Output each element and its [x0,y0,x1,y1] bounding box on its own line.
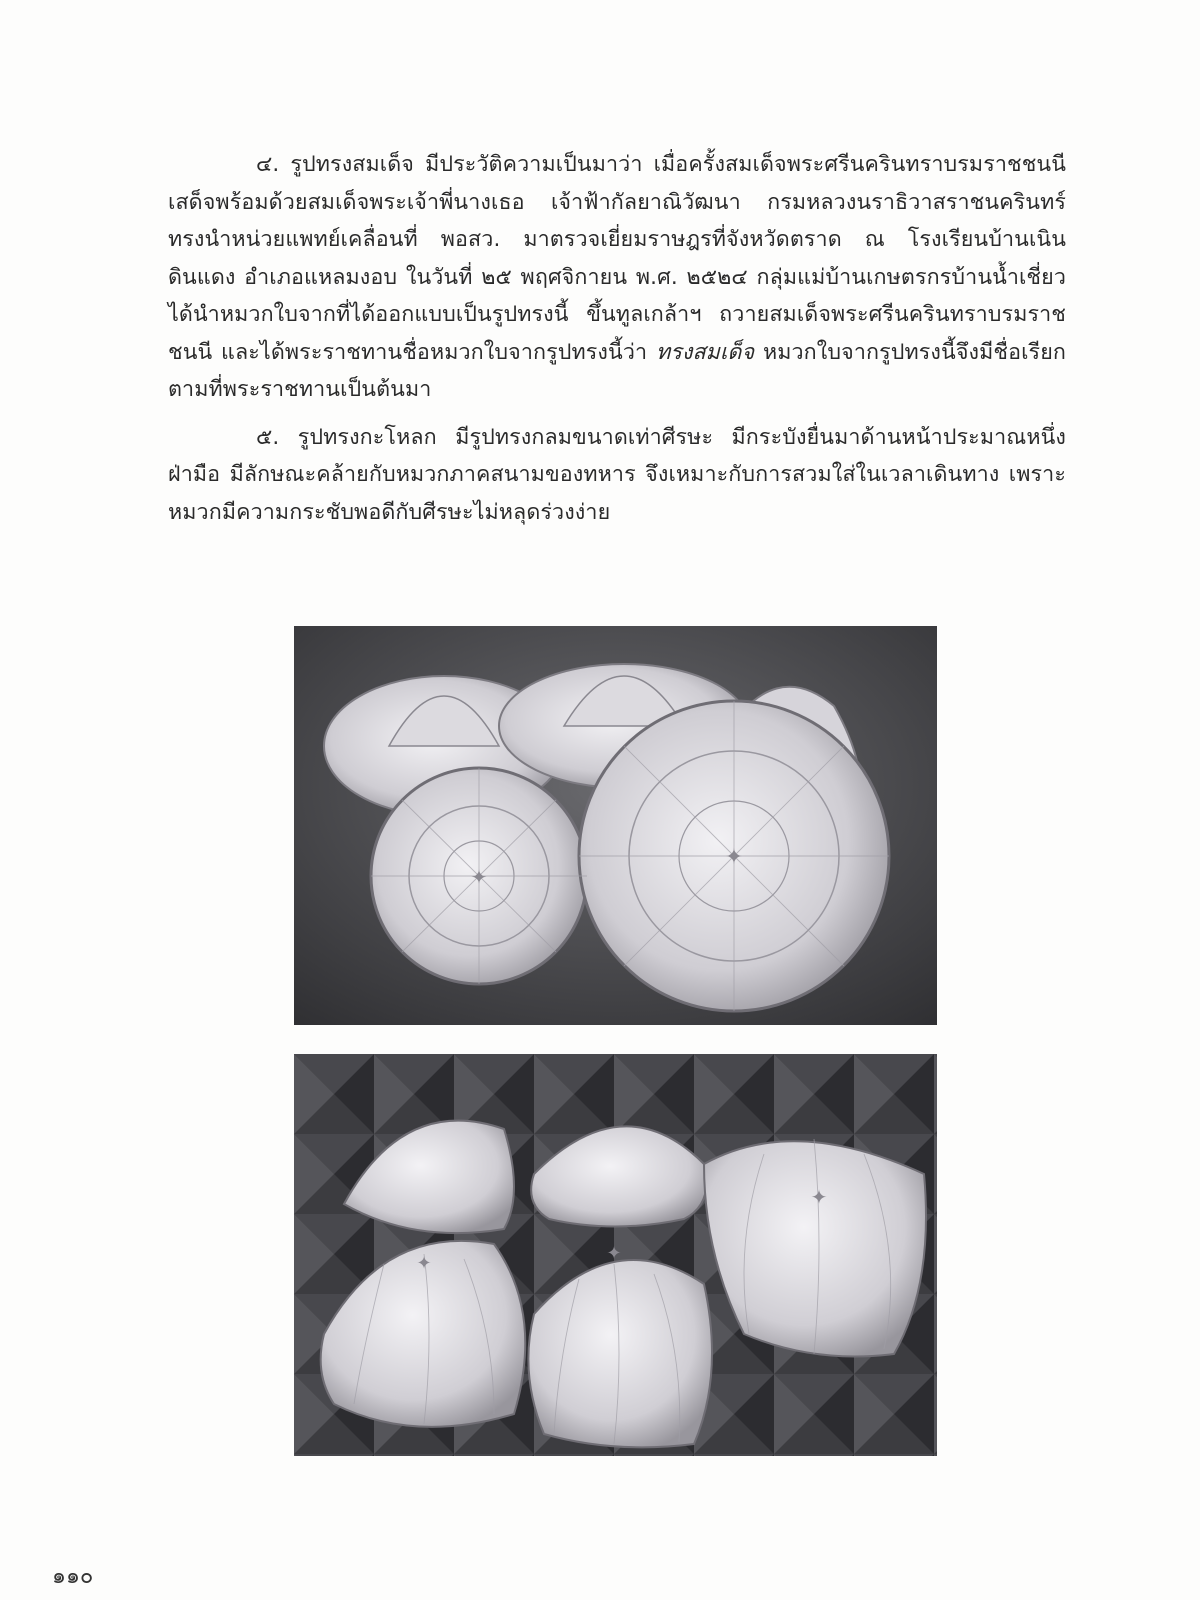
paragraph-5-text: ๕. รูปทรงกะโหลก มีรูปทรงกลมขนาดเท่าศีรษะ มีกระบังยื่นมาด้านหน้าประมาณหนึ่งฝ่ามือ มีลักษณะคล้ายกับหมวกภาคสนามของทหาร จึงเหมาะกับการสวมใส่ในเวลาเดินทาง เพราะหมวกมีความกระชับพอดีกับศีรษะไม่หลุดร่วงง่าย [168,424,1066,525]
svg-text:✦: ✦ [606,1243,622,1264]
paragraph-4-emphasis: ทรงสมเด็จ [655,339,755,365]
svg-text:✦: ✦ [416,1253,432,1274]
photo-hats-bottom [294,1054,937,1456]
paragraph-4 [168,146,1066,409]
page-number: ๑๑๐ [52,1564,94,1589]
photo-hats-bottom-image [294,1054,937,1456]
svg-text:✦: ✦ [470,865,488,889]
photo-hats-top-image [294,626,937,1025]
paragraph-4-text-b: หมวกใบจากรูปทรงนี้จึงมีชื่อเรียกตามที่พระราชทานเป็นต้นมา [168,339,1067,402]
body-text [168,146,1066,541]
paragraph-4-text-a: ๔. รูปทรงสมเด็จ มีประวัติความเป็นมาว่า เมื่อครั้งสมเด็จพระศรีนครินทราบรมราชชนนี เสด็จพร้อมด้วยสมเด็จพระเจ้าพี่นางเธอ เจ้าฟ้ากัลยาณิวัฒนา กรมหลวงนราธิวาสราชนครินทร์ ทรงนำหน่วยแพทย์เคลื่อนที่ พอสว. มาตรวจเยี่ยมราษฎรที่จังหวัดตราด ณ โรงเรียนบ้านเนินดินแดง อำเภอแหลมงอบ ในวันที่ ๒๕ พฤศจิกายน พ.ศ. ๒๕๒๔ กลุ่มแม่บ้านเกษตรกรบ้านน้ำเชี่ยว ได้นำหมวกใบจากที่ได้ออกแบบเป็นรูปทรงนี้ ขึ้นทูลเกล้าฯ ถวายสมเด็จพระศรีนครินทราบรมราชชนนี และได้พระราชทานชื่อหมวกใบจากรูปทรงนี้ว่า [168,152,1066,365]
photo-hats-top [294,626,937,1025]
svg-text:✦: ✦ [810,1185,828,1209]
paragraph-5 [168,419,1066,532]
svg-text:✦: ✦ [724,845,744,870]
